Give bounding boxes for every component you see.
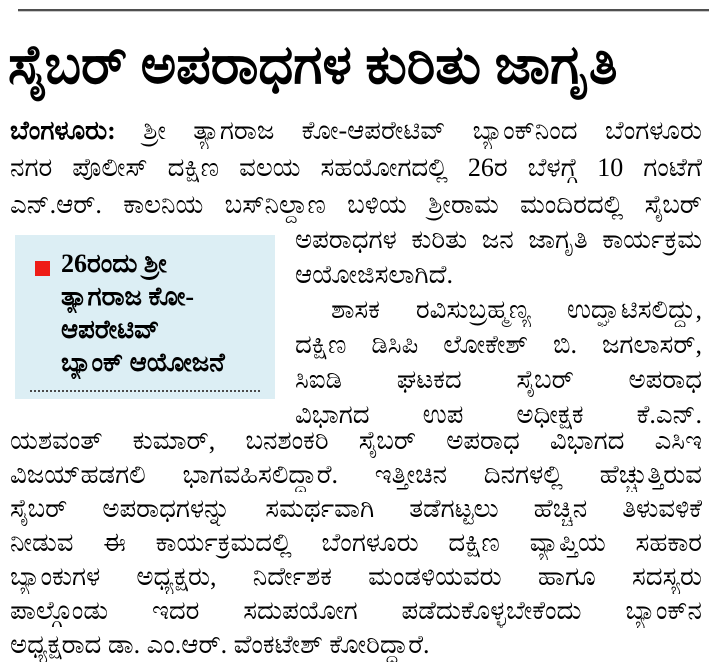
top-rule — [18, 9, 709, 12]
body-line: ಸೈಬರ್ ಅಪರಾಧಗಳನ್ನು ಸಮರ್ಥವಾಗಿ ತಡೆಗಟ್ಟಲು ಹೆಚ್ಚಿನ ತಿಳುವಳಿಕೆ — [10, 494, 702, 523]
highlight-line: 26ರಂದು ಶ್ರೀ — [61, 249, 167, 278]
body-line: ಯಶವಂತ್ ಕುಮಾರ್, ಬನಶಂಕರಿ ಸೈಬರ್ ಅಪರಾಧ ವಿಭಾಗದ ಎಸಿಇ — [10, 426, 702, 455]
body-line-text: ಶ್ರೀ ತ್ಯಾಗರಾಜ ಕೋ-ಆಪರೇಟಿವ್ ಬ್ಯಾಂಕ್‌ನಿಂದ ಬೆಂಗಳೂರು — [143, 116, 702, 145]
body-line — [10, 112, 702, 149]
red-square-bullet-icon — [35, 261, 50, 276]
body-line: ಆಯೋಜಿಸಲಾಗಿದೆ. — [295, 260, 453, 289]
highlight-line: ಆಪರೇಟಿವ್ — [61, 315, 160, 344]
body-line: ವಿಜಯ್‌ಹಡಗಲಿ ಭಾಗವಹಿಸಲಿದ್ದಾರೆ. ಇತ್ತೀಚಿನ ದಿನಗಳಲ್ಲಿ ಹೆಚ್ಚುತ್ತಿರುವ — [10, 460, 702, 489]
body-line: ನೀಡುವ ಈ ಕಾರ್ಯಕ್ರಮದಲ್ಲಿ ಬೆಂಗಳೂರು ದಕ್ಷಿಣ ವ್ಯಾಪ್ತಿಯ ಸಹಕಾರ — [10, 528, 702, 557]
body-line: ಅಧ್ಯಕ್ಷರಾದ ಡಾ. ಎಂ.ಆರ್. ವೆಂಕಟೇಶ್ ಕೋರಿದ್ದಾರೆ. — [10, 630, 430, 659]
body-line: ಅಪರಾಧಗಳ ಕುರಿತು ಜನ ಜಾಗೃತಿ ಕಾರ್ಯಕ್ರಮ — [295, 225, 702, 254]
dateline: ಬೆಂಗಳೂರು: — [10, 116, 116, 145]
dotted-divider — [30, 390, 260, 392]
highlight-line: ಬ್ಯಾಂಕ್ ಆಯೋಜನೆ — [61, 348, 225, 377]
highlight-box — [15, 235, 275, 399]
body-line: ಎನ್.ಆರ್. ಕಾಲನಿಯ ಬಸ್‌ನಿಲ್ದಾಣ ಬಳಿಯ ಶ್ರೀರಾಮ ಮಂದಿರದಲ್ಲಿ ಸೈಬರ್ — [10, 190, 702, 219]
body-line: ಸಿಐಡಿ ಘಟಕದ ಸೈಬರ್ ಅಪರಾಧ — [295, 365, 702, 394]
headline: ಸೈಬರ್ ಅಪರಾಧಗಳ ಕುರಿತು ಜಾಗೃತಿ — [8, 35, 618, 95]
body-line: ಬ್ಯಾಂಕುಗಳ ಅಧ್ಯಕ್ಷರು, ನಿರ್ದೇಶಕ ಮಂಡಳಿಯವರು ಹಾಗೂ ಸದಸ್ಯರು — [10, 562, 702, 591]
highlight-line: ತ್ಯಾಗರಾಜ ಕೋ- — [61, 282, 194, 311]
tail-paragraph — [10, 424, 702, 662]
body-line: ನಗರ ಪೊಲೀಸ್ ದಕ್ಷಿಣ ವಲಯ ಸಹಯೋಗದಲ್ಲಿ 26ರ ಬೆಳಗ್ಗೆ 10 ಗಂಟೆಗೆ — [10, 153, 702, 182]
body-line: ಶಾಸಕ ರವಿಸುಬ್ರಹ್ಮಣ್ಯ ಉದ್ಘಾಟಿಸಲಿದ್ದು, — [331, 295, 702, 324]
highlight-box-text — [61, 247, 265, 379]
body-line: ದಕ್ಷಿಣ ಡಿಸಿಪಿ ಲೋಕೇಶ್ ಬಿ. ಜಗಲಾಸರ್, — [295, 330, 702, 359]
body-line: ವಿಭಾಗದ ಉಪ ಅಧೀಕ್ಷಕ ಕೆ.ಎನ್. — [295, 400, 702, 429]
lead-paragraph — [10, 112, 702, 223]
body-line: ಪಾಲ್ಗೊಂಡು ಇದರ ಸದುಪಯೋಗ ಪಡೆದುಕೊಳ್ಳಬೇಕೆಂದು ಬ್ಯಾಂಕ್‌ನ — [10, 596, 702, 625]
wrapped-column — [295, 222, 702, 432]
